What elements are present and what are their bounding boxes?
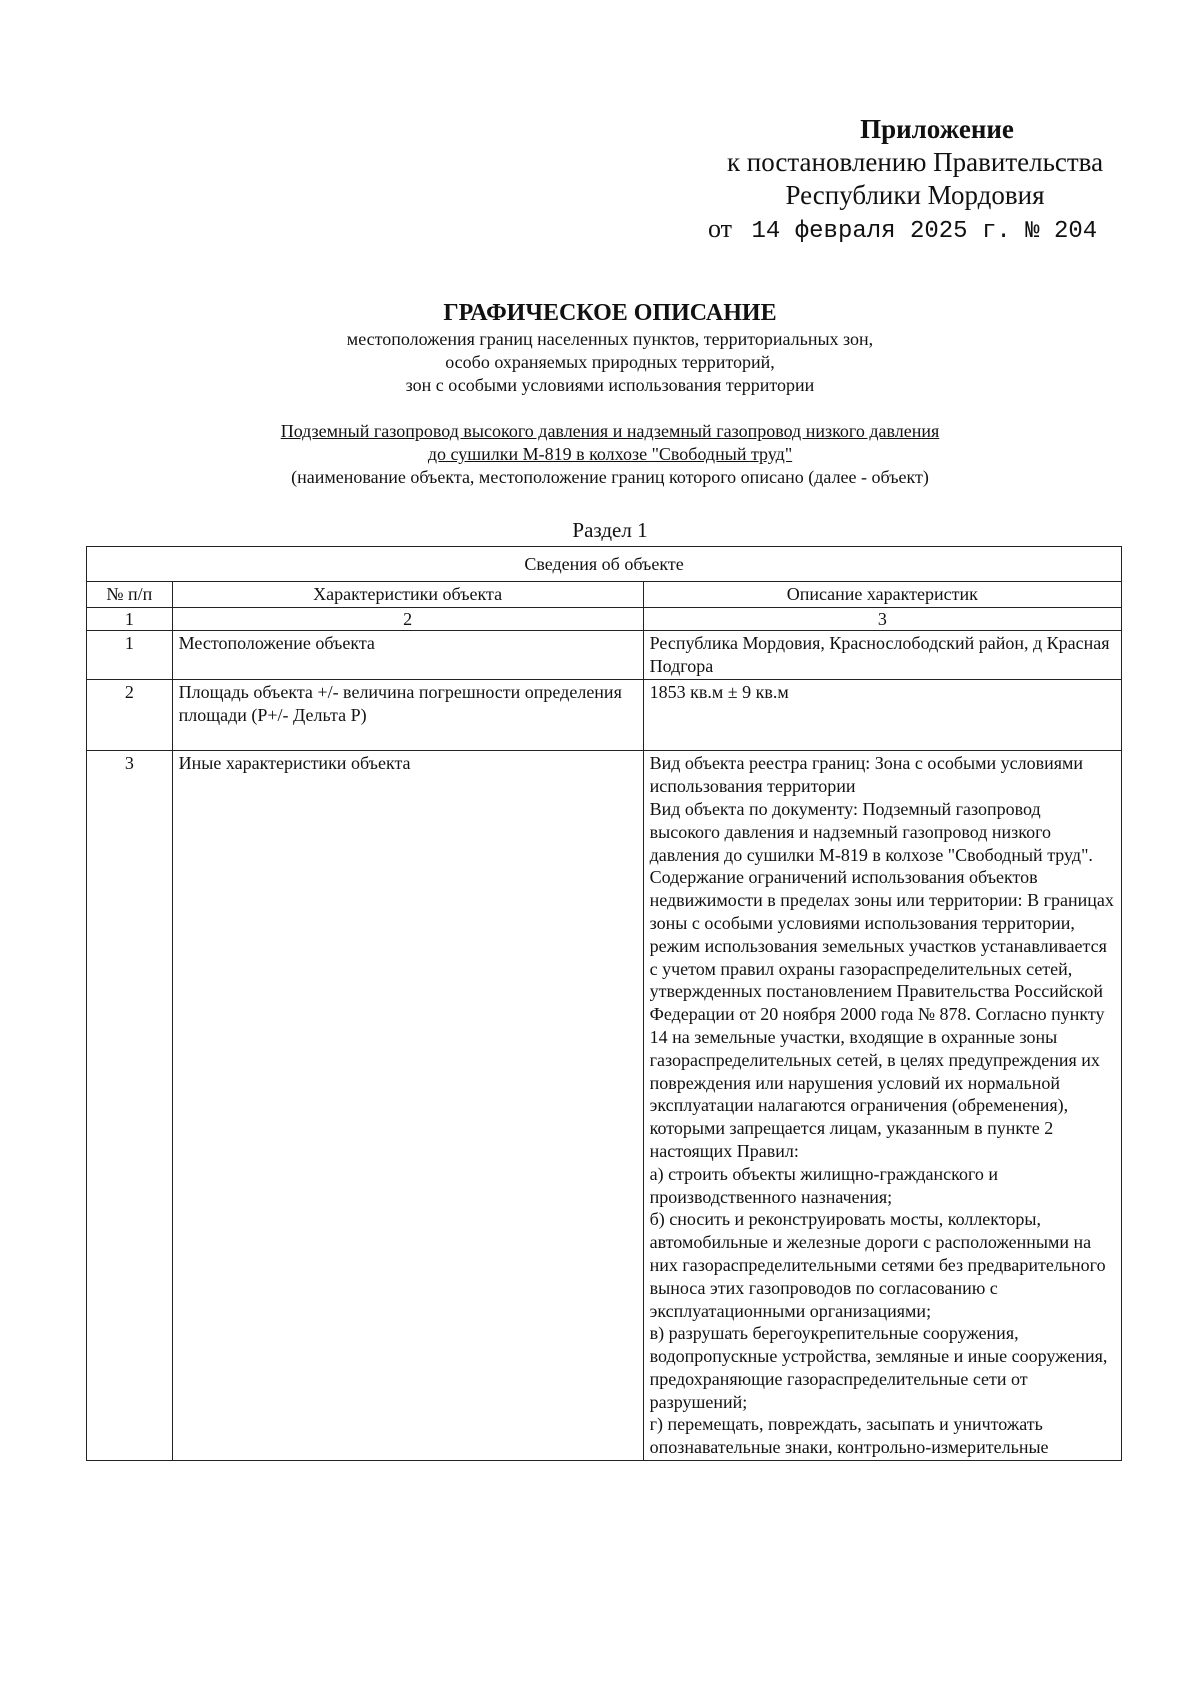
table-column-numbers-row xyxy=(87,607,1122,631)
approval-title: Приложение xyxy=(860,114,1014,144)
approval-date-value: 14 февраля 2025 г. № 204 xyxy=(751,218,1098,245)
description-paragraph: Вид объекта реестра границ: Зона с особыми условиями использования территории xyxy=(649,753,1084,797)
row-characteristic: Местоположение объекта xyxy=(172,631,643,680)
approval-date-line xyxy=(700,212,1130,248)
header-number: № п/п xyxy=(87,581,173,607)
row-description xyxy=(643,751,1121,1461)
description-paragraph: г) перемещать, повреждать, засыпать и уничтожать опознавательные знаки, контрольно-измерительные xyxy=(649,1414,1049,1458)
object-name-line-2: до сушилки М-819 в колхозе "Свободный труд" xyxy=(427,444,793,464)
row-number: 2 xyxy=(87,679,173,750)
description-paragraph: Республика Мордовия, Краснослободский район, д Красная Подгора xyxy=(649,633,1110,677)
object-name-caption: (наименование объекта, местоположение границ которого описано (далее - объект) xyxy=(291,467,929,487)
document-heading xyxy=(210,298,1010,397)
table-header-row xyxy=(87,581,1122,607)
approval-block xyxy=(700,112,1130,248)
table-row xyxy=(87,679,1122,750)
column-number-2: 2 xyxy=(172,607,643,631)
object-name-line-1: Подземный газопровод высокого давления и надземный газопровод низкого давления xyxy=(280,421,940,441)
column-number-3: 3 xyxy=(643,607,1121,631)
table-row xyxy=(87,631,1122,680)
description-paragraph: Содержание ограничений использования объектов недвижимости в пределах зоны или территории: В границах зоны с особыми условиями использования территории, режим использования земельных участков устанавливается с учетом правил охраны газораспределительных сетей, утвержденных постановлением Правительства Российской Федерации от 20 ноября 2000 года № 878. Согласно пункту 14 на земельные участки, входящие в охранные зоны газораспределительных сетей, в целях предупреждения их повреждения или нарушения условий их нормальной эксплуатации налагаются ограничения (обременения), которыми запрещается лицам, указанным в пункте 2 настоящих Правил: xyxy=(649,867,1114,1161)
document-subtitle-3: зон с особыми условиями использования территории xyxy=(405,375,815,395)
header-characteristic: Характеристики объекта xyxy=(172,581,643,607)
approval-date-prefix: от xyxy=(708,214,733,243)
description-spacer xyxy=(650,704,1115,727)
row-description xyxy=(643,679,1121,750)
object-name-block xyxy=(170,420,1050,489)
row-characteristic: Площадь объекта +/- величина погрешности определения площади (Р+/- Дельта Р) xyxy=(172,679,643,750)
row-number: 1 xyxy=(87,631,173,680)
approval-line-2: Республики Мордовия xyxy=(785,180,1045,210)
column-number-1: 1 xyxy=(87,607,173,631)
row-description xyxy=(643,631,1121,680)
description-paragraph: 1853 кв.м ± 9 кв.м xyxy=(649,681,789,702)
row-characteristic: Иные характеристики объекта xyxy=(172,751,643,1461)
description-spacer xyxy=(650,727,1115,750)
description-paragraph: б) сносить и реконструировать мосты, коллекторы, автомобильные и железные дороги с расположенными на них газораспределительными сетями без предварительного выноса этих газопроводов по согласованию с эксплуатационными организациями; xyxy=(649,1209,1106,1321)
description-paragraph: а) строить объекты жилищно-гражданского и производственного назначения; xyxy=(649,1163,999,1207)
description-paragraph: в) разрушать берегоукрепительные сооружения, водопропускные устройства, земляные и иные сооружения, предохраняющие газораспределительные сети от разрушений; xyxy=(649,1323,1108,1412)
row-number: 3 xyxy=(87,751,173,1461)
table-caption-row xyxy=(87,547,1122,582)
description-paragraph: Вид объекта по документу: Подземный газопровод высокого давления и надземный газопровод низкого давления до сушилки М-819 в колхозе "Свободный труд". xyxy=(649,798,1093,865)
approval-line-1: к постановлению Правительства xyxy=(726,147,1104,177)
document-title: ГРАФИЧЕСКОЕ ОПИСАНИЕ xyxy=(443,300,777,326)
object-info-table xyxy=(86,546,1122,1461)
table-caption: Сведения об объекте xyxy=(87,547,1122,582)
table-row xyxy=(87,751,1122,1461)
document-subtitle-1: местоположения границ населенных пунктов, территориальных зон, xyxy=(346,329,874,349)
section-label: Раздел 1 xyxy=(572,518,648,542)
header-description: Описание характеристик xyxy=(643,581,1121,607)
document-subtitle-2: особо охраняемых природных территорий, xyxy=(445,352,775,372)
